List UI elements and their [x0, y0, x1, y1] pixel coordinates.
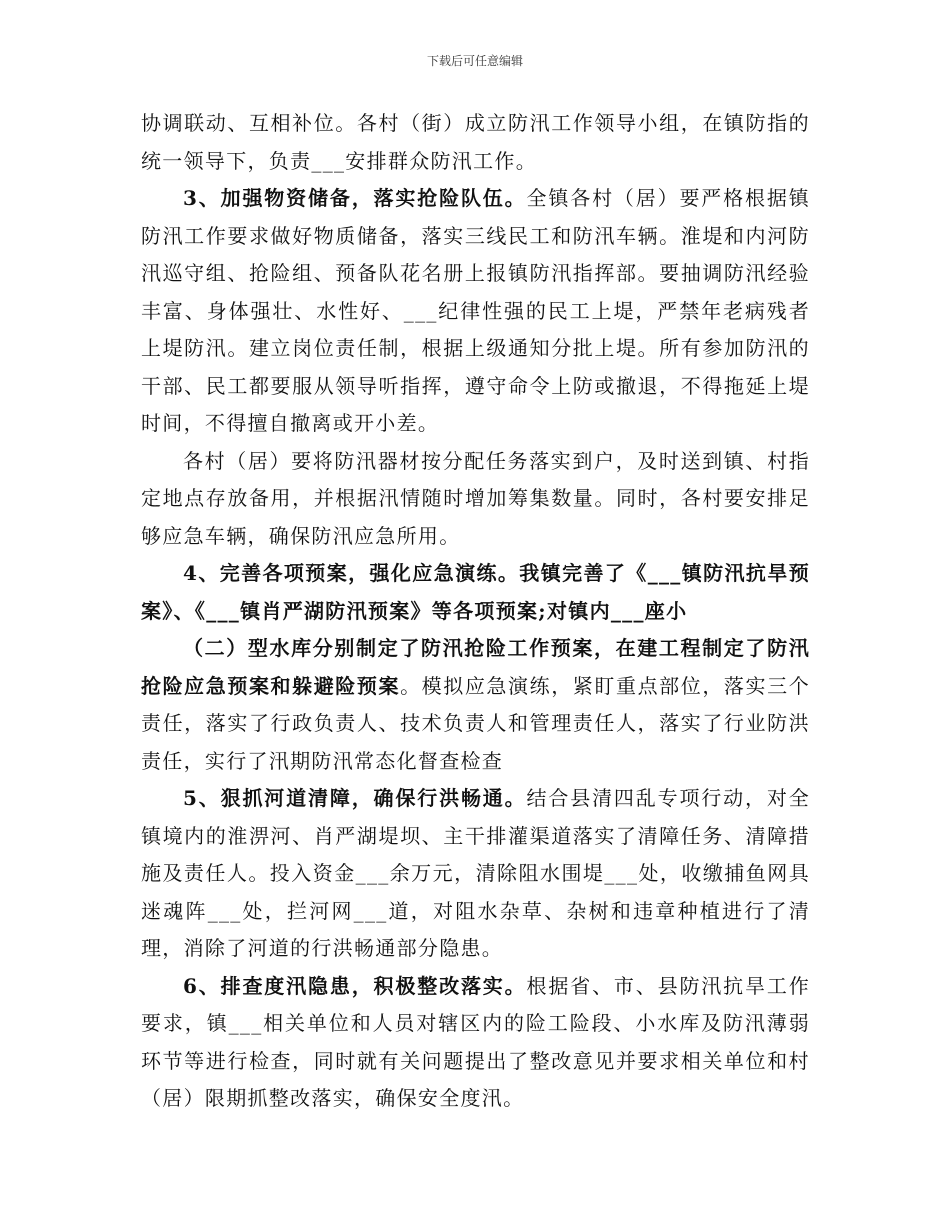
paragraph-3 [141, 443, 810, 556]
paragraph-heading: 5、狠抓河道清障，确保行洪畅通。 [183, 786, 527, 810]
paragraph-2 [141, 180, 810, 443]
paragraph-6 [141, 780, 810, 968]
paragraph-4 [141, 555, 810, 630]
paragraph-text: 根据省、市、县防汛抗旱工作要求，镇___相关单位和人员对辖区内的险工险段、小水库及防汛薄弱环节等进行检查，同时就有关问题提出了整改意见并要求相关单位和村（居）限期抓整改落实，确保安全度汛。 [141, 973, 811, 1110]
paragraph-heading: 6、排查度汛隐患，积极整改落实。 [183, 973, 527, 998]
paragraph-text: 。模拟应急演练，紧盯重点部位，落实三个责任，落实了行政负责人、技术负责人和管理责任人，落实了行业防洪责任，实行了汛期防汛常态化督查检查 [141, 673, 810, 773]
paragraph-heading: （二）型水库分别制定了防汛抢险工作预案，在建工程制定了防汛抢险应急预案和躲避险预案 [141, 636, 810, 698]
paragraph-1 [141, 105, 810, 180]
paragraph-text: 结合县清四乱专项行动，对全镇境内的淮淠河、肖严湖堤坝、主干排灌渠道落实了清障任务、清障措施及责任人。投入资金___余万元，清除阻水围堤___处，收缴捕鱼网具迷魂阵___处，拦河网___道，对阻水杂草、杂树和违章种植进行了清理，消除了河道的行洪畅通部分隐患。 [141, 786, 811, 960]
paragraph-text: 全镇各村（居）要严格根据镇防汛工作要求做好物质储备，落实三线民工和防汛车辆。淮堤和内河防汛巡守组、抢险组、预备队花名册上报镇防汛指挥部。要抽调防汛经验丰富、身体强壮、水性好、___纪律性强的民工上堤，严禁年老病残者上堤防汛。建立岗位责任制，根据上级通知分批上堤。所有参加防汛的干部、民工都要服从领导听指挥，遵守命令上防或撤退，不得拖延上堤时间，不得擅自撤离或开小差。 [141, 186, 811, 435]
paragraph-7 [141, 968, 810, 1118]
page-header: 下载后可任意编辑 [426, 54, 523, 68]
paragraph-5 [141, 630, 810, 780]
paragraph-text: 各村（居）要将防汛器材按分配任务落实到户，及时送到镇、村指定地点存放备用，并根据汛情随时增加筹集数量。同时，各村要安排足够应急车辆，确保防汛应急所用。 [141, 448, 810, 548]
document-body [141, 105, 810, 1118]
paragraph-heading: 4、完善各项预案，强化应急演练。我镇完善了《___镇防汛抗旱预案》、《___镇肖严湖防汛预案》等各项预案;对镇内___座小 [141, 561, 810, 623]
paragraph-text: 协调联动、互相补位。各村（街）成立防汛工作领导小组，在镇防指的统一领导下，负责___安排群众防汛工作。 [141, 111, 810, 173]
paragraph-heading: 3、加强物资储备，落实抢险队伍。 [183, 186, 527, 210]
